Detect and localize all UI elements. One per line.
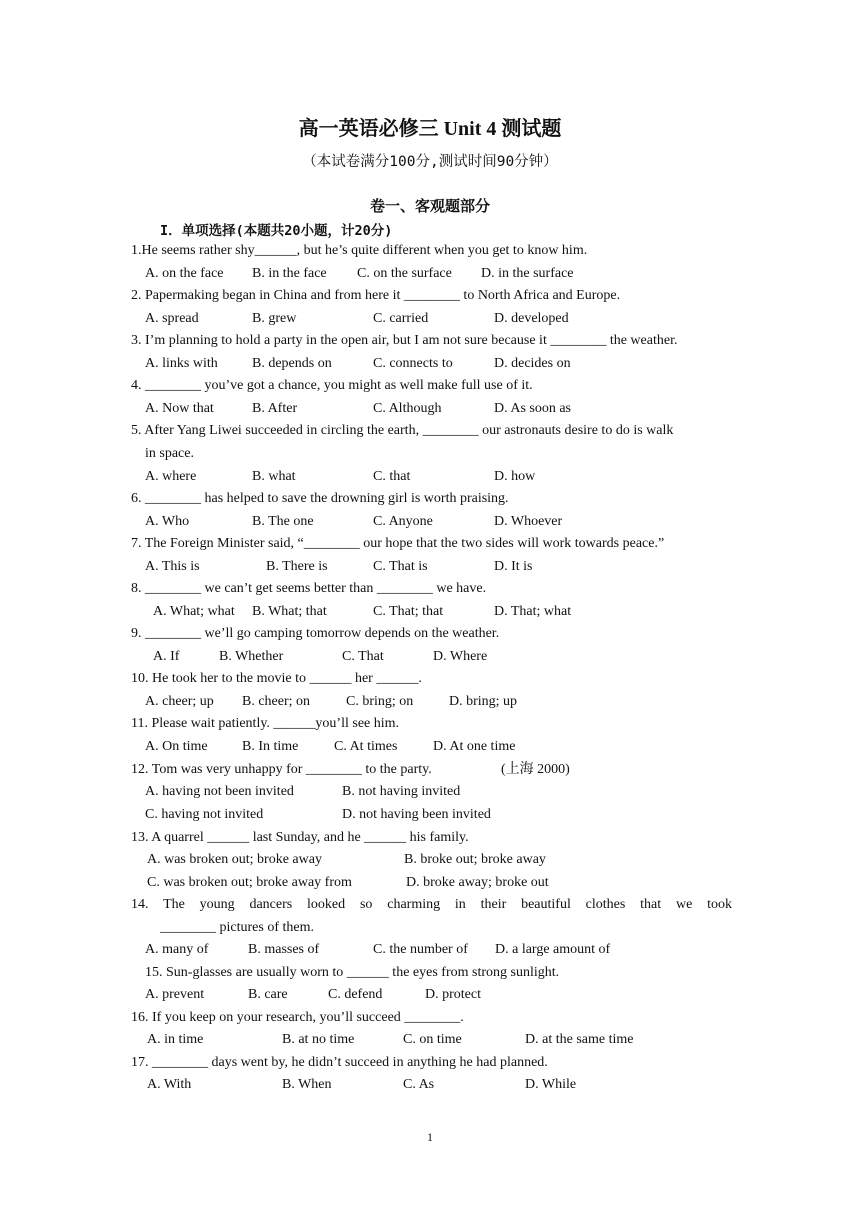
question-stem-continued: in space. — [145, 446, 194, 461]
source-note: (上海 2000) — [501, 762, 570, 777]
question-stem: 10. He took her to the movie to ______ her ______. — [131, 671, 422, 686]
option[interactable]: C. having not invited — [145, 807, 264, 822]
question-stem: 3. I’m planning to hold a party in the open air, but I am not sure because it ________ the weather. — [131, 333, 678, 348]
option[interactable]: B. in the face — [252, 266, 327, 281]
question-stem: 7. The Foreign Minister said, “________ our hope that the two sides will work towards peace.” — [131, 536, 665, 551]
option[interactable]: C. carried — [373, 311, 429, 326]
option[interactable]: C. Anyone — [373, 514, 433, 529]
option[interactable]: B. care — [248, 987, 288, 1002]
option[interactable]: A. where — [145, 469, 197, 484]
section-heading: 卷一、客观题部分 — [369, 197, 490, 215]
option[interactable]: C. that — [373, 469, 411, 484]
option[interactable]: A. links with — [145, 356, 218, 371]
option[interactable]: D. a large amount of — [495, 942, 611, 957]
page-title: 高一英语必修三 Unit 4 测试题 — [298, 118, 562, 140]
option[interactable]: A. What; what — [153, 604, 235, 619]
part-heading: I．单项选择(本题共20小题，计20分) — [160, 223, 393, 239]
option[interactable]: D. While — [525, 1077, 577, 1092]
option[interactable]: D. That; what — [494, 604, 572, 619]
question-stem: 12. Tom was very unhappy for ________ to the party. — [131, 762, 432, 777]
option[interactable]: A. prevent — [145, 987, 205, 1002]
option[interactable]: D. bring; up — [449, 694, 518, 709]
option[interactable]: A. cheer; up — [145, 694, 214, 709]
question-stem: 16. If you keep on your research, you’ll succeed ________. — [131, 1010, 464, 1025]
option[interactable]: C. on the surface — [357, 266, 452, 281]
option[interactable]: A. On time — [145, 739, 208, 754]
option[interactable]: A. many of — [145, 942, 209, 957]
question-stem: 4. ________ you’ve got a chance, you might as well make full use of it. — [131, 378, 533, 393]
option[interactable]: B. Whether — [219, 649, 284, 664]
option[interactable]: A. on the face — [145, 266, 224, 281]
option[interactable]: C. connects to — [373, 356, 453, 371]
page-number: 1 — [427, 1130, 433, 1144]
option[interactable]: A. Who — [145, 514, 190, 529]
question-stem: 17. ________ days went by, he didn’t succeed in anything he had planned. — [131, 1055, 548, 1070]
question-stem-continued: ________ pictures of them. — [160, 920, 314, 935]
option[interactable]: B. at no time — [282, 1032, 355, 1047]
question-stem: 11. Please wait patiently. ______you’ll see him. — [131, 716, 400, 731]
option[interactable]: D. broke away; broke out — [406, 875, 549, 890]
question-stem: 6. ________ has helped to save the drowning girl is worth praising. — [131, 491, 509, 506]
question-stem: 13. A quarrel ______ last Sunday, and he ______ his family. — [131, 830, 469, 845]
option[interactable]: D. protect — [425, 987, 481, 1002]
option[interactable]: C. on time — [403, 1032, 462, 1047]
option[interactable]: B. What; that — [252, 604, 327, 619]
question-stem: 14. The young dancers looked so charming in their beautiful clothes that we took — [131, 897, 732, 912]
question-stem: 9. ________ we’ll go camping tomorrow depends on the weather. — [131, 626, 500, 641]
option[interactable]: D. At one time — [433, 739, 516, 754]
option[interactable]: D. how — [494, 469, 536, 484]
option[interactable]: D. It is — [494, 559, 533, 574]
option[interactable]: B. not having invited — [342, 784, 461, 799]
option[interactable]: D. As soon as — [494, 401, 572, 416]
option[interactable]: D. in the surface — [481, 266, 574, 281]
option[interactable]: A. spread — [145, 311, 199, 326]
question-stem: 5. After Yang Liwei succeeded in circling the earth, ________ our astronauts desire to do is walk — [131, 423, 674, 438]
option[interactable]: D. developed — [494, 311, 569, 326]
question-stem: 8. ________ we can’t get seems better than ________ we have. — [131, 581, 487, 596]
option[interactable]: B. what — [252, 469, 296, 484]
option[interactable]: C. That — [342, 649, 384, 664]
option[interactable]: B. The one — [252, 514, 314, 529]
option[interactable]: B. depends on — [252, 356, 332, 371]
option[interactable]: A. Now that — [145, 401, 214, 416]
option[interactable]: A. in time — [147, 1032, 204, 1047]
option[interactable]: B. In time — [242, 739, 299, 754]
option[interactable]: A. If — [153, 649, 180, 664]
option[interactable]: A. This is — [145, 559, 200, 574]
option[interactable]: B. There is — [266, 559, 328, 574]
option[interactable]: D. at the same time — [525, 1032, 634, 1047]
page-subtitle: （本试卷满分100分,测试时间90分钟） — [302, 154, 558, 170]
option[interactable]: B. After — [252, 401, 298, 416]
option[interactable]: A. With — [147, 1077, 192, 1092]
option[interactable]: C. Although — [373, 401, 442, 416]
option[interactable]: D. decides on — [494, 356, 571, 371]
option[interactable]: B. When — [282, 1077, 332, 1092]
option[interactable]: B. masses of — [248, 942, 320, 957]
option[interactable]: C. That; that — [373, 604, 444, 619]
option[interactable]: B. cheer; on — [242, 694, 311, 709]
option[interactable]: B. grew — [252, 311, 297, 326]
option[interactable]: C. As — [403, 1077, 435, 1092]
question-stem: 15. Sun-glasses are usually worn to ______ the eyes from strong sunlight. — [145, 965, 560, 980]
option[interactable]: C. was broken out; broke away from — [147, 875, 352, 890]
question-stem: 1.He seems rather shy______, but he’s quite different when you get to know him. — [131, 243, 588, 258]
option[interactable]: D. not having been invited — [342, 807, 491, 822]
option[interactable]: D. Whoever — [494, 514, 563, 529]
option[interactable]: C. the number of — [373, 942, 468, 957]
option[interactable]: C. At times — [334, 739, 398, 754]
option[interactable]: A. was broken out; broke away — [147, 852, 322, 867]
option[interactable]: C. bring; on — [346, 694, 414, 709]
option[interactable]: C. That is — [373, 559, 428, 574]
question-stem: 2. Papermaking began in China and from here it ________ to North Africa and Europe. — [131, 288, 621, 303]
option[interactable]: A. having not been invited — [145, 784, 294, 799]
option[interactable]: D. Where — [433, 649, 488, 664]
option[interactable]: C. defend — [328, 987, 383, 1002]
option[interactable]: B. broke out; broke away — [404, 852, 546, 867]
